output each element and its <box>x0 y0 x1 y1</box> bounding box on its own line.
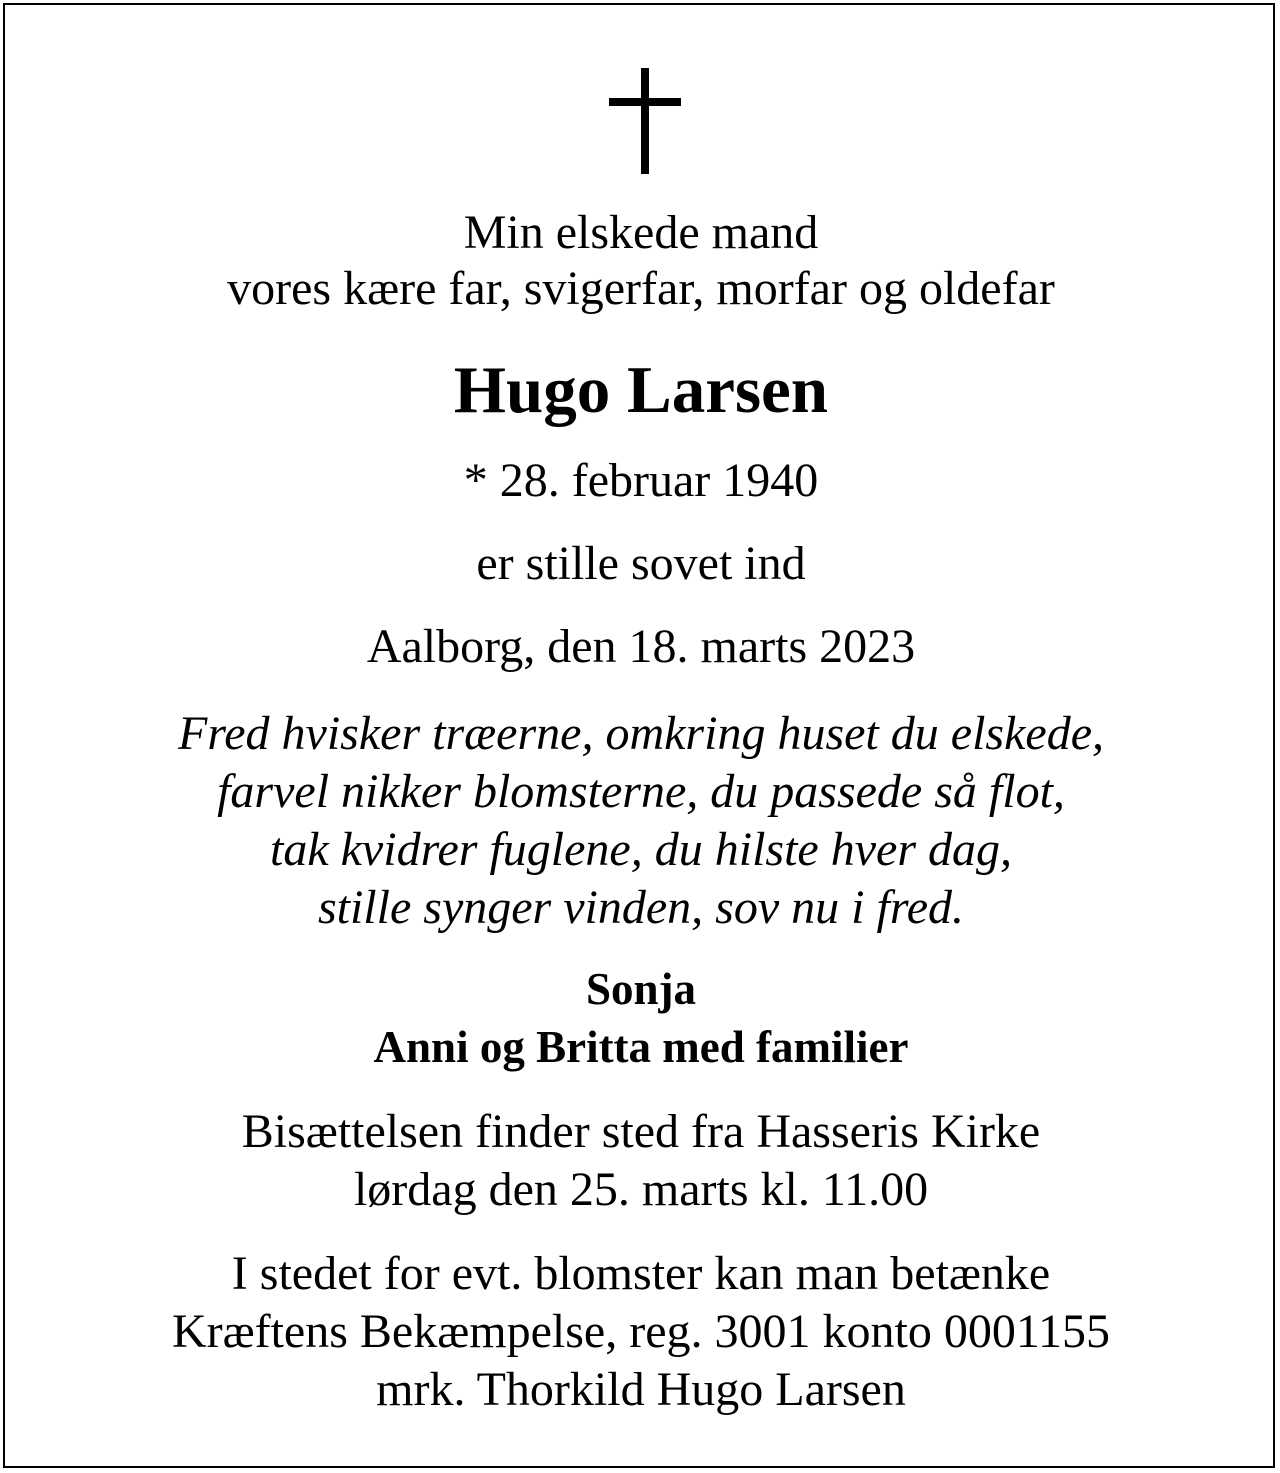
donation-line: Kræftens Bekæmpelse, reg. 3001 konto 0001155 <box>171 1305 1111 1358</box>
poem-line: farvel nikker blomsterne, du passede så flot, <box>217 765 1065 818</box>
signer-line: Anni og Britta med familier <box>373 1022 909 1072</box>
poem-line: Fred hvisker træerne, omkring huset du elskede, <box>178 707 1104 760</box>
cross-icon <box>609 68 681 174</box>
cross-vertical-bar <box>641 68 649 174</box>
donation-line: mrk. Thorkild Hugo Larsen <box>376 1363 906 1416</box>
intro-line-2: vores kære far, svigerfar, morfar og oldefar <box>227 262 1055 315</box>
funeral-info <box>5 1103 1277 1219</box>
funeral-line: Bisættelsen finder sted fra Hasseris Kirke <box>241 1105 1041 1158</box>
donation-info <box>5 1245 1277 1419</box>
place-and-date: Aalborg, den 18. marts 2023 <box>366 620 916 673</box>
obituary-frame <box>3 3 1275 1468</box>
cross-horizontal-bar <box>609 98 681 106</box>
poem-line: stille synger vinden, sov nu i fred. <box>317 881 965 934</box>
deceased-name: Hugo Larsen <box>453 353 829 427</box>
funeral-line: lørdag den 25. marts kl. 11.00 <box>353 1163 929 1216</box>
donation-line: I stedet for evt. blomster kan man betænke <box>231 1247 1051 1300</box>
intro-line-1: Min elskede mand <box>463 206 819 259</box>
intro-text <box>5 205 1277 317</box>
memorial-poem <box>5 705 1277 937</box>
family-signers <box>5 960 1277 1076</box>
signer-line: Sonja <box>585 964 697 1014</box>
birth-date: * 28. februar 1940 <box>463 454 819 507</box>
poem-line: tak kvidrer fuglene, du hilste hver dag, <box>269 823 1013 876</box>
passed-away-text: er stille sovet ind <box>476 537 806 590</box>
